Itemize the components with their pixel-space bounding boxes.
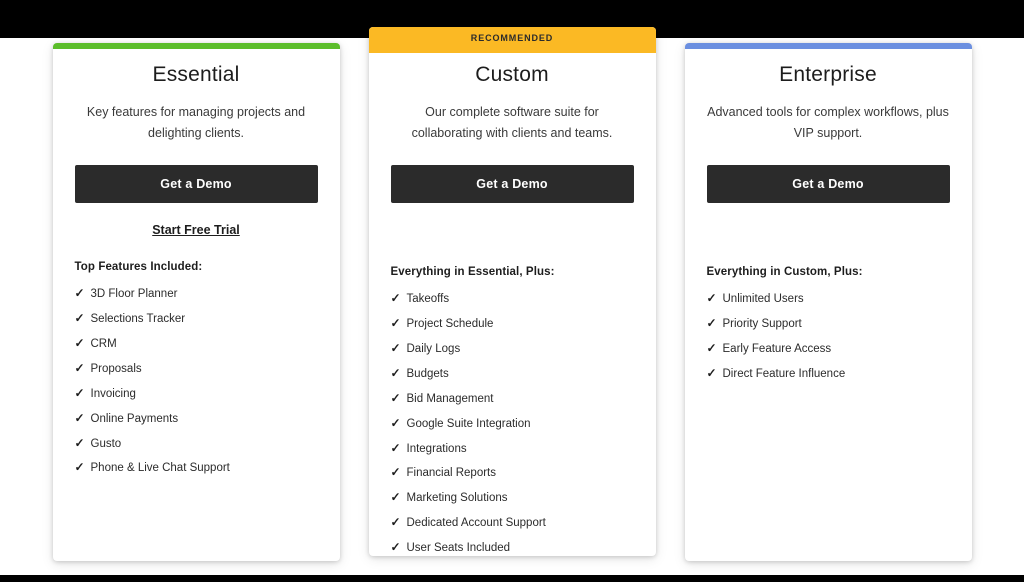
list-item[interactable] bbox=[391, 491, 634, 505]
list-item[interactable] bbox=[75, 437, 318, 451]
list-item[interactable] bbox=[707, 317, 950, 331]
check-icon: ✓ bbox=[390, 390, 401, 405]
check-icon: ✓ bbox=[706, 341, 717, 355]
start-free-trial-link[interactable]: Start Free Trial bbox=[152, 223, 240, 238]
feature-label: Phone & Live Chat Support bbox=[90, 462, 230, 475]
check-icon: ✓ bbox=[706, 291, 717, 306]
feature-label: Bid Management bbox=[406, 392, 494, 405]
check-icon: ✓ bbox=[74, 360, 85, 375]
feature-label: User Seats Included bbox=[406, 542, 511, 554]
check-icon: ✓ bbox=[390, 316, 401, 331]
feature-label: CRM bbox=[90, 338, 117, 350]
list-item[interactable] bbox=[707, 367, 950, 381]
accent-bar-custom bbox=[369, 49, 656, 53]
check-icon: ✓ bbox=[390, 440, 401, 455]
get-a-demo-button[interactable]: Get a Demo bbox=[75, 165, 318, 203]
list-item[interactable] bbox=[391, 417, 634, 431]
check-icon: ✓ bbox=[390, 365, 401, 380]
get-a-demo-button[interactable]: Get a Demo bbox=[391, 165, 634, 203]
list-item[interactable] bbox=[391, 442, 634, 456]
list-item[interactable] bbox=[391, 367, 634, 381]
check-icon: ✓ bbox=[74, 410, 85, 425]
feature-label: Daily Logs bbox=[406, 343, 461, 355]
check-icon: ✓ bbox=[390, 341, 401, 355]
plan-description: Our complete software suite for collaborating with clients and teams. bbox=[411, 105, 613, 140]
feature-label: Marketing Solutions bbox=[406, 492, 508, 505]
list-item[interactable] bbox=[75, 312, 318, 326]
feature-label: Dedicated Account Support bbox=[406, 517, 546, 530]
list-item[interactable] bbox=[391, 466, 634, 480]
check-icon: ✓ bbox=[74, 286, 85, 301]
list-item[interactable] bbox=[75, 287, 318, 301]
check-icon: ✓ bbox=[74, 311, 85, 326]
check-icon: ✓ bbox=[706, 365, 717, 380]
feature-label: Early Feature Access bbox=[722, 343, 832, 355]
secondary-action bbox=[75, 221, 318, 237]
check-icon: ✓ bbox=[74, 385, 85, 400]
list-item[interactable] bbox=[391, 342, 634, 356]
feature-label: Priority Support bbox=[722, 318, 802, 331]
feature-label: Takeoffs bbox=[406, 293, 450, 306]
page-title: Enterprise bbox=[779, 63, 877, 86]
get-a-demo-button[interactable]: Get a Demo bbox=[707, 165, 950, 203]
feature-label: Invoicing bbox=[90, 387, 136, 400]
plan-description: Key features for managing projects and delighting clients. bbox=[86, 105, 306, 140]
list-item[interactable] bbox=[391, 292, 634, 306]
pricing-card-essential[interactable] bbox=[53, 43, 340, 561]
status-badge: RECOMMENDED bbox=[369, 27, 656, 49]
list-item[interactable] bbox=[75, 337, 318, 351]
list-item[interactable] bbox=[707, 342, 950, 356]
page-title: Essential bbox=[152, 63, 240, 86]
check-icon: ✓ bbox=[390, 291, 401, 306]
check-icon: ✓ bbox=[706, 316, 717, 331]
pricing-plans-row bbox=[0, 33, 1024, 558]
list-item[interactable] bbox=[75, 362, 318, 376]
check-icon: ✓ bbox=[390, 515, 401, 530]
feature-list-enterprise bbox=[707, 292, 950, 381]
accent-bar-essential bbox=[53, 43, 340, 49]
pricing-card-custom[interactable] bbox=[369, 27, 656, 556]
features-heading: Everything in Essential, Plus: bbox=[390, 266, 555, 279]
page-title: Custom bbox=[475, 63, 549, 86]
feature-label: Google Suite Integration bbox=[406, 417, 531, 430]
feature-label: 3D Floor Planner bbox=[90, 288, 178, 301]
feature-label: Selections Tracker bbox=[90, 313, 186, 326]
features-heading: Top Features Included: bbox=[74, 261, 203, 274]
feature-label: Proposals bbox=[90, 362, 142, 375]
feature-label: Project Schedule bbox=[406, 318, 494, 331]
list-item[interactable] bbox=[75, 412, 318, 426]
feature-label: Budgets bbox=[406, 367, 449, 380]
pricing-card-enterprise[interactable] bbox=[685, 43, 972, 561]
feature-label: Unlimited Users bbox=[722, 293, 804, 306]
check-icon: ✓ bbox=[390, 465, 401, 480]
feature-label: Gusto bbox=[90, 437, 122, 450]
check-icon: ✓ bbox=[390, 540, 401, 554]
list-item[interactable] bbox=[391, 392, 634, 406]
list-item[interactable] bbox=[391, 317, 634, 331]
check-icon: ✓ bbox=[74, 435, 85, 450]
check-icon: ✓ bbox=[74, 460, 85, 475]
feature-list-essential bbox=[75, 287, 318, 476]
feature-label: Direct Feature Influence bbox=[722, 367, 846, 380]
list-item[interactable] bbox=[75, 461, 318, 475]
feature-label: Online Payments bbox=[90, 412, 179, 425]
list-item[interactable] bbox=[391, 516, 634, 530]
list-item[interactable] bbox=[75, 387, 318, 401]
feature-list-custom bbox=[391, 292, 634, 555]
check-icon: ✓ bbox=[390, 490, 401, 505]
check-icon: ✓ bbox=[74, 336, 85, 350]
check-icon: ✓ bbox=[390, 415, 401, 430]
list-item[interactable] bbox=[707, 292, 950, 306]
plan-description: Advanced tools for complex workflows, plus VIP support. bbox=[707, 105, 949, 140]
features-heading: Everything in Custom, Plus: bbox=[706, 266, 863, 279]
list-item[interactable] bbox=[391, 541, 634, 555]
feature-label: Integrations bbox=[406, 442, 467, 455]
accent-bar-enterprise bbox=[685, 43, 972, 49]
feature-label: Financial Reports bbox=[406, 467, 496, 480]
